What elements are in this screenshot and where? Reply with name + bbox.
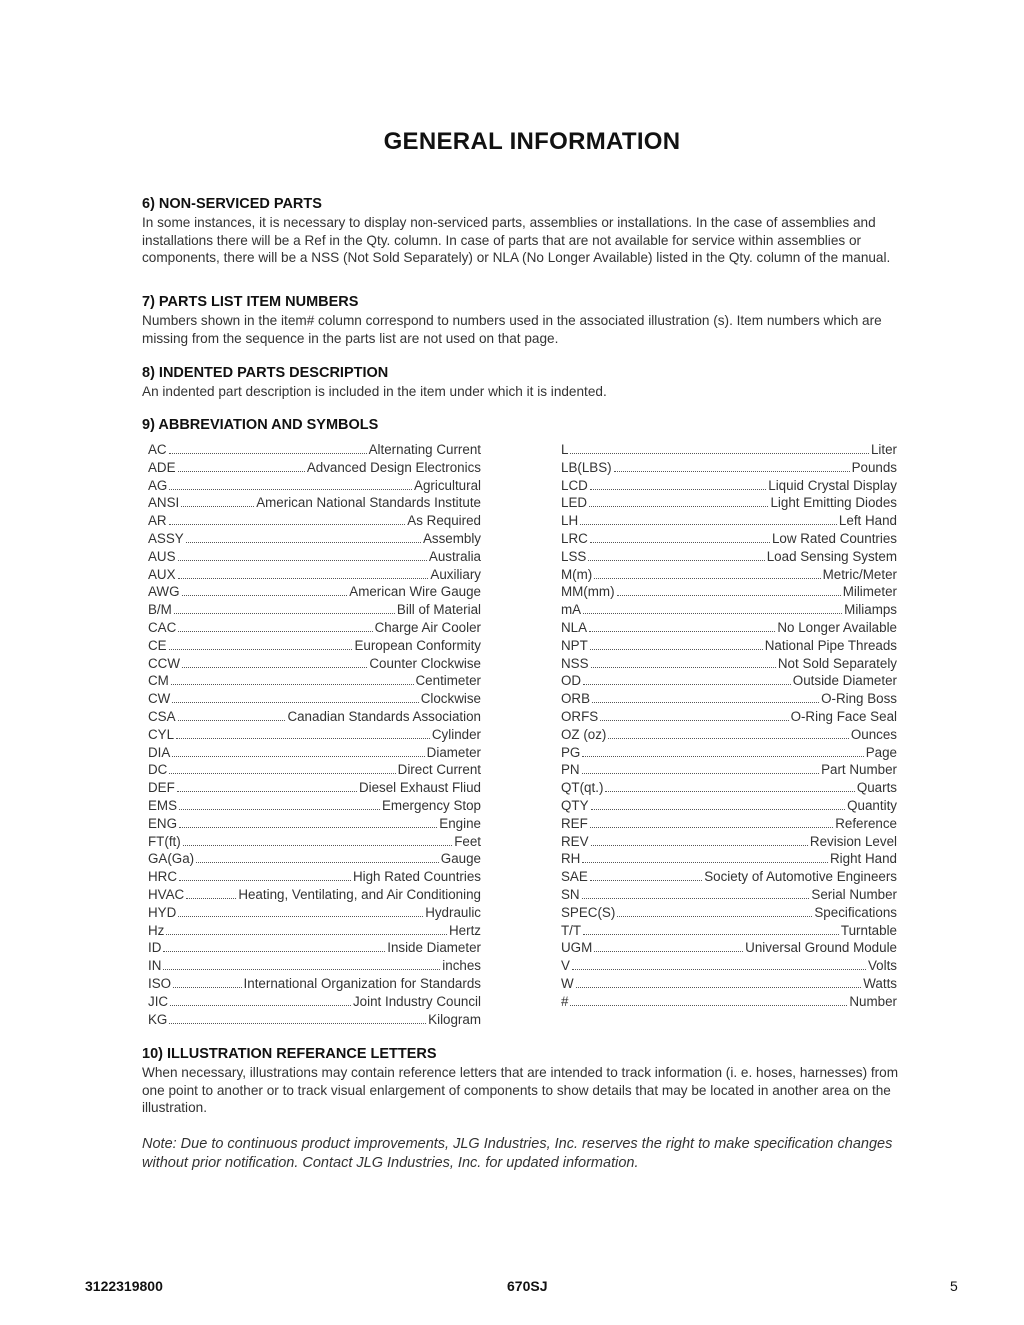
abbreviation-row	[561, 745, 897, 763]
abbreviation-term: LRC	[561, 530, 588, 546]
dot-leader	[583, 613, 842, 614]
abbreviation-meaning: High Rated Countries	[352, 869, 481, 885]
dot-leader	[590, 880, 702, 881]
section-heading: 9) ABBREVIATION AND SYMBOLS	[142, 417, 379, 433]
dot-leader	[178, 578, 429, 579]
abbreviation-meaning: Hertz	[449, 922, 481, 938]
abbreviation-meaning: Miliamps	[844, 602, 897, 618]
abbreviation-term: NPT	[561, 637, 588, 653]
dot-leader	[594, 951, 743, 952]
section-body: In some instances, it is necessary to display non-serviced parts, assemblies or installations. In the case of assemblies and installations there will be a Ref in the Qty. column. In case of parts that are not available for service within assemblies or components, there will be a NSS (Not Sold Separately) or NLA (No Longer Available) listed in the Qty. column of the manual.	[142, 215, 891, 265]
abbreviation-row	[148, 887, 481, 905]
abbreviation-term: CE	[148, 637, 167, 653]
abbreviation-row	[561, 958, 897, 976]
abbreviation-meaning: Centimeter	[415, 673, 481, 689]
abbreviation-row	[561, 798, 897, 816]
dot-leader	[582, 773, 819, 774]
dot-leader	[582, 862, 828, 863]
abbreviation-meaning: Part Number	[821, 762, 897, 778]
abbreviation-row	[148, 567, 481, 585]
abbreviation-row	[561, 495, 897, 513]
dot-leader	[169, 773, 395, 774]
abbreviation-meaning: No Longer Available	[777, 619, 897, 635]
abbreviation-row	[148, 549, 481, 567]
abbreviation-list-left	[148, 442, 481, 1029]
abbreviation-meaning: O-Ring Face Seal	[790, 708, 897, 724]
abbreviation-term: QTY	[561, 797, 589, 813]
abbreviation-row	[148, 673, 481, 691]
abbreviation-meaning: Alternating Current	[368, 442, 481, 457]
dot-leader	[172, 756, 424, 757]
abbreviation-meaning: Low Rated Countries	[771, 530, 897, 546]
abbreviation-term: HVAC	[148, 886, 185, 902]
abbreviation-meaning: Page	[865, 744, 897, 760]
footer-model: 670SJ	[507, 1278, 548, 1294]
dot-leader	[186, 898, 236, 899]
dot-leader	[591, 809, 846, 810]
abbreviation-list-right	[561, 442, 897, 1012]
abbreviation-term: ID	[148, 940, 162, 956]
abbreviation-meaning: Metric/Meter	[822, 566, 897, 582]
abbreviation-row	[561, 905, 897, 923]
dot-leader	[614, 471, 850, 472]
abbreviation-term: EMS	[148, 797, 178, 813]
dot-leader	[589, 506, 768, 507]
abbreviation-term: SPEC(S)	[561, 904, 616, 920]
abbreviation-meaning: Inside Diameter	[387, 940, 481, 956]
abbreviation-term: PG	[561, 744, 581, 760]
abbreviation-row	[561, 727, 897, 745]
dot-leader	[169, 453, 367, 454]
page-title: GENERAL INFORMATION	[383, 128, 681, 155]
abbreviation-row	[561, 549, 897, 567]
abbreviation-term: LB(LBS)	[561, 459, 612, 475]
abbreviation-term: LED	[561, 495, 588, 511]
abbreviation-term: AC	[148, 442, 167, 457]
abbreviation-meaning: International Organization for Standards	[243, 975, 481, 991]
abbreviation-row	[561, 976, 897, 994]
abbreviation-term: REF	[561, 815, 588, 831]
abbreviation-term: IN	[148, 958, 162, 974]
dot-leader	[174, 613, 395, 614]
abbreviation-meaning: Turntable	[840, 922, 897, 938]
dot-leader	[169, 1023, 426, 1024]
dot-leader	[617, 595, 841, 596]
abbreviation-meaning: Diameter	[426, 744, 481, 760]
abbreviation-meaning: Joint Industry Council	[352, 993, 481, 1009]
abbreviation-meaning: Advanced Design Electronics	[306, 459, 481, 475]
abbreviation-meaning: Universal Ground Module	[745, 940, 897, 956]
dot-leader	[182, 667, 367, 668]
abbreviation-term: ISO	[148, 975, 172, 991]
abbreviation-row	[561, 638, 897, 656]
abbreviation-term: SAE	[561, 869, 588, 885]
dot-leader	[617, 916, 812, 917]
abbreviation-row	[561, 442, 897, 460]
abbreviation-meaning: Hydraulic	[425, 904, 481, 920]
abbreviation-meaning: Liter	[870, 442, 897, 457]
abbreviation-row	[561, 602, 897, 620]
abbreviation-meaning: Left Hand	[838, 513, 897, 529]
abbreviation-term: Hz	[148, 922, 165, 938]
abbreviation-row	[561, 513, 897, 531]
abbreviation-row	[561, 567, 897, 585]
dot-leader	[583, 934, 839, 935]
dot-leader	[183, 845, 452, 846]
abbreviation-term: AWG	[148, 584, 180, 600]
abbreviation-meaning: Outside Diameter	[792, 673, 897, 689]
abbreviation-term: M(m)	[561, 566, 593, 582]
dot-leader	[179, 827, 437, 828]
abbreviation-meaning: Specifications	[814, 904, 897, 920]
abbreviation-meaning: Watts	[863, 975, 897, 991]
abbreviation-term: CCW	[148, 655, 180, 671]
abbreviation-meaning: Feet	[454, 833, 481, 849]
abbreviation-row	[148, 816, 481, 834]
abbreviation-meaning: American Wire Gauge	[349, 584, 481, 600]
abbreviation-term: REV	[561, 833, 589, 849]
dot-leader	[591, 845, 808, 846]
dot-leader	[583, 684, 791, 685]
abbreviation-term: QT(qt.)	[561, 780, 604, 796]
abbreviation-row	[561, 709, 897, 727]
abbreviation-term: OZ (oz)	[561, 726, 607, 742]
dot-leader	[576, 987, 862, 988]
abbreviation-term: UGM	[561, 940, 593, 956]
abbreviation-row	[148, 940, 481, 958]
dot-leader	[582, 756, 863, 757]
abbreviation-meaning: European Conformity	[354, 637, 481, 653]
abbreviation-meaning: Cylinder	[431, 726, 481, 742]
abbreviation-row	[561, 620, 897, 638]
abbreviation-meaning: Engine	[439, 815, 481, 831]
abbreviation-row	[561, 762, 897, 780]
abbreviation-meaning: Counter Clockwise	[369, 655, 481, 671]
abbreviation-row	[561, 869, 897, 887]
dot-leader	[163, 969, 440, 970]
abbreviation-row	[148, 513, 481, 531]
dot-leader	[178, 471, 305, 472]
dot-leader	[169, 489, 412, 490]
abbreviation-meaning: National Pipe Threads	[764, 637, 897, 653]
abbreviation-term: CYL	[148, 726, 175, 742]
abbreviation-meaning: Load Sensing System	[766, 548, 897, 564]
abbreviation-row	[561, 656, 897, 674]
dot-leader	[169, 524, 406, 525]
abbreviation-meaning: Reference	[835, 815, 897, 831]
abbreviation-row	[148, 798, 481, 816]
abbreviation-row	[148, 762, 481, 780]
abbreviation-term: CW	[148, 691, 171, 707]
dot-leader	[173, 987, 241, 988]
dot-leader	[178, 916, 423, 917]
abbreviation-term: AUX	[148, 566, 176, 582]
abbreviation-term: LSS	[561, 548, 587, 564]
abbreviation-term: AG	[148, 477, 168, 493]
abbreviation-row	[561, 584, 897, 602]
abbreviation-term: JIC	[148, 993, 169, 1009]
dot-leader	[196, 862, 439, 863]
abbreviation-term: GA(Ga)	[148, 851, 195, 867]
abbreviation-meaning: Ounces	[850, 726, 897, 742]
abbreviation-meaning: Quantity	[847, 797, 897, 813]
abbreviation-term: NSS	[561, 655, 589, 671]
abbreviation-term: FT(ft)	[148, 833, 181, 849]
abbreviation-row	[148, 478, 481, 496]
abbreviation-meaning: Milimeter	[842, 584, 897, 600]
abbreviation-row	[148, 638, 481, 656]
abbreviation-meaning: Right Hand	[830, 851, 897, 867]
abbreviation-meaning: As Required	[407, 513, 481, 529]
dot-leader	[605, 791, 854, 792]
abbreviation-meaning: Society of Automotive Engineers	[704, 869, 897, 885]
abbreviation-row	[148, 905, 481, 923]
section-heading: 6) NON-SERVICED PARTS	[142, 196, 322, 212]
dot-leader	[179, 880, 351, 881]
abbreviation-meaning: Number	[849, 993, 897, 1009]
dot-leader	[582, 898, 810, 899]
abbreviation-term: #	[561, 993, 569, 1009]
dot-leader	[591, 667, 776, 668]
abbreviation-meaning: American National Standards Institute	[256, 495, 481, 511]
abbreviation-meaning: Australia	[428, 548, 481, 564]
section-body: An indented part description is included in the item under which it is indented.	[142, 384, 607, 399]
abbreviation-row	[561, 460, 897, 478]
abbreviation-meaning: O-Ring Boss	[821, 691, 897, 707]
abbreviation-term: ORFS	[561, 708, 599, 724]
abbreviation-term: L	[561, 442, 569, 457]
abbreviation-row	[148, 923, 481, 941]
abbreviation-row	[561, 478, 897, 496]
dot-leader	[182, 595, 348, 596]
abbreviation-term: B/M	[148, 602, 172, 618]
dot-leader	[178, 720, 286, 721]
abbreviation-row	[148, 460, 481, 478]
abbreviation-row	[148, 994, 481, 1012]
abbreviation-row	[561, 673, 897, 691]
dot-leader	[178, 560, 427, 561]
footer-page-number: 5	[950, 1278, 958, 1294]
abbreviation-term: CAC	[148, 619, 177, 635]
abbreviation-term: mA	[561, 602, 582, 618]
abbreviation-row	[148, 602, 481, 620]
abbreviation-row	[148, 495, 481, 513]
abbreviation-meaning: Quarts	[856, 780, 897, 796]
abbreviation-row	[561, 816, 897, 834]
abbreviation-term: ANSI	[148, 495, 180, 511]
abbreviation-term: V	[561, 958, 570, 974]
dot-leader	[594, 578, 820, 579]
abbreviation-meaning: Gauge	[440, 851, 481, 867]
abbreviation-term: ASSY	[148, 530, 184, 546]
abbreviation-meaning: Light Emitting Diodes	[770, 495, 897, 511]
abbreviation-meaning: Direct Current	[397, 762, 481, 778]
abbreviation-meaning: Volts	[867, 958, 897, 974]
abbreviation-term: ADE	[148, 459, 176, 475]
abbreviation-term: LH	[561, 513, 579, 529]
section-illustration-reference-letters	[142, 1046, 912, 1117]
abbreviation-row	[148, 691, 481, 709]
abbreviation-meaning: Assembly	[422, 530, 481, 546]
abbreviation-meaning: Kilogram	[428, 1011, 481, 1027]
abbreviation-term: AUS	[148, 548, 176, 564]
dot-leader	[590, 542, 770, 543]
abbreviation-term: T/T	[561, 922, 582, 938]
dot-leader	[572, 969, 866, 970]
abbreviation-term: KG	[148, 1011, 168, 1027]
abbreviation-row	[148, 620, 481, 638]
abbreviation-meaning: Auxiliary	[430, 566, 481, 582]
abbreviation-term: RH	[561, 851, 581, 867]
abbreviation-term: ORB	[561, 691, 591, 707]
abbreviation-row	[148, 584, 481, 602]
dot-leader	[588, 560, 764, 561]
dot-leader	[590, 649, 763, 650]
dot-leader	[570, 453, 868, 454]
section-parts-list-item-numbers	[142, 294, 912, 347]
abbreviation-row	[148, 958, 481, 976]
abbreviation-row	[561, 531, 897, 549]
abbreviation-row	[148, 531, 481, 549]
section-body: When necessary, illustrations may contain reference letters that are intended to track information (i. e. hoses, harnesses) from one point to another or to track visual enlargement of components to show details that may be located in another area on the illustration.	[142, 1065, 899, 1115]
dot-leader	[169, 649, 353, 650]
abbreviation-row	[148, 780, 481, 798]
abbreviation-row	[148, 869, 481, 887]
section-non-serviced-parts	[142, 196, 912, 267]
dot-leader	[179, 809, 380, 810]
abbreviation-term: CM	[148, 673, 169, 689]
abbreviation-meaning: Liquid Crystal Display	[768, 477, 897, 493]
abbreviation-row	[148, 442, 481, 460]
abbreviation-term: NLA	[561, 619, 588, 635]
abbreviation-term: DC	[148, 762, 168, 778]
dot-leader	[176, 738, 430, 739]
dot-leader	[171, 684, 414, 685]
abbreviation-row	[148, 976, 481, 994]
abbreviation-meaning: Heating, Ventilating, and Air Conditioning	[238, 886, 481, 902]
abbreviation-term: DEF	[148, 780, 175, 796]
abbreviation-meaning: Diesel Exhaust Fliud	[358, 780, 481, 796]
abbreviation-term: SN	[561, 886, 580, 902]
dot-leader	[172, 702, 418, 703]
abbreviation-meaning: Not Sold Separately	[777, 655, 897, 671]
dot-leader	[600, 720, 788, 721]
abbreviation-term: PN	[561, 762, 580, 778]
abbreviation-meaning: Bill of Material	[396, 602, 481, 618]
section-body: Numbers shown in the item# column correspond to numbers used in the associated illustration (s). Item numbers which are missing from the sequence in the parts list are not used on that page.	[142, 313, 882, 346]
abbreviation-row	[561, 691, 897, 709]
dot-leader	[178, 631, 372, 632]
abbreviation-row	[561, 923, 897, 941]
dot-leader	[181, 506, 254, 507]
dot-leader	[186, 542, 421, 543]
abbreviation-row	[148, 727, 481, 745]
abbreviation-term: LCD	[561, 477, 588, 493]
abbreviation-term: CSA	[148, 708, 176, 724]
abbreviation-row	[561, 940, 897, 958]
dot-leader	[608, 738, 848, 739]
abbreviation-term: HRC	[148, 869, 178, 885]
section-abbreviations	[142, 417, 912, 435]
dot-leader	[590, 489, 766, 490]
abbreviation-row	[561, 834, 897, 852]
dot-leader	[177, 791, 357, 792]
dot-leader	[590, 827, 833, 828]
section-heading: 10) ILLUSTRATION REFERANCE LETTERS	[142, 1046, 437, 1062]
abbreviation-row	[148, 1012, 481, 1030]
abbreviation-row	[148, 834, 481, 852]
abbreviation-term: W	[561, 975, 574, 991]
abbreviation-meaning: Revision Level	[809, 833, 897, 849]
dot-leader	[170, 1005, 351, 1006]
abbreviation-term: DIA	[148, 744, 171, 760]
footer-part-number: 3122319800	[85, 1278, 163, 1294]
abbreviation-row	[148, 709, 481, 727]
abbreviation-term: HYD	[148, 904, 177, 920]
abbreviation-meaning: Canadian Standards Association	[287, 708, 481, 724]
abbreviation-term: OD	[561, 673, 582, 689]
dot-leader	[592, 702, 819, 703]
section-indented-parts-description	[142, 365, 912, 401]
abbreviation-row	[561, 780, 897, 798]
abbreviation-row	[561, 994, 897, 1012]
dot-leader	[166, 934, 447, 935]
abbreviation-meaning: Pounds	[851, 459, 897, 475]
abbreviation-row	[561, 851, 897, 869]
abbreviation-term: ENG	[148, 815, 178, 831]
abbreviation-meaning: inches	[442, 958, 481, 974]
abbreviation-meaning: Charge Air Cooler	[374, 619, 481, 635]
dot-leader	[580, 524, 837, 525]
abbreviation-meaning: Emergency Stop	[382, 797, 481, 813]
abbreviation-row	[148, 656, 481, 674]
section-heading: 8) INDENTED PARTS DESCRIPTION	[142, 365, 389, 381]
abbreviation-meaning: Clockwise	[420, 691, 481, 707]
abbreviation-meaning: Agricultural	[414, 477, 481, 493]
abbreviation-meaning: Serial Number	[811, 886, 897, 902]
abbreviation-row	[561, 887, 897, 905]
dot-leader	[570, 1005, 847, 1006]
abbreviation-term: MM(mm)	[561, 584, 615, 600]
dot-leader	[589, 631, 775, 632]
abbreviation-term: AR	[148, 513, 167, 529]
abbreviation-row	[148, 851, 481, 869]
abbreviation-row	[148, 745, 481, 763]
note-text: Note: Due to continuous product improvements, JLG Industries, Inc. reserves the right to make specification changes without prior notification. Contact JLG Industries, Inc. for updated information.	[142, 1136, 893, 1171]
section-heading: 7) PARTS LIST ITEM NUMBERS	[142, 294, 359, 310]
dot-leader	[163, 951, 385, 952]
